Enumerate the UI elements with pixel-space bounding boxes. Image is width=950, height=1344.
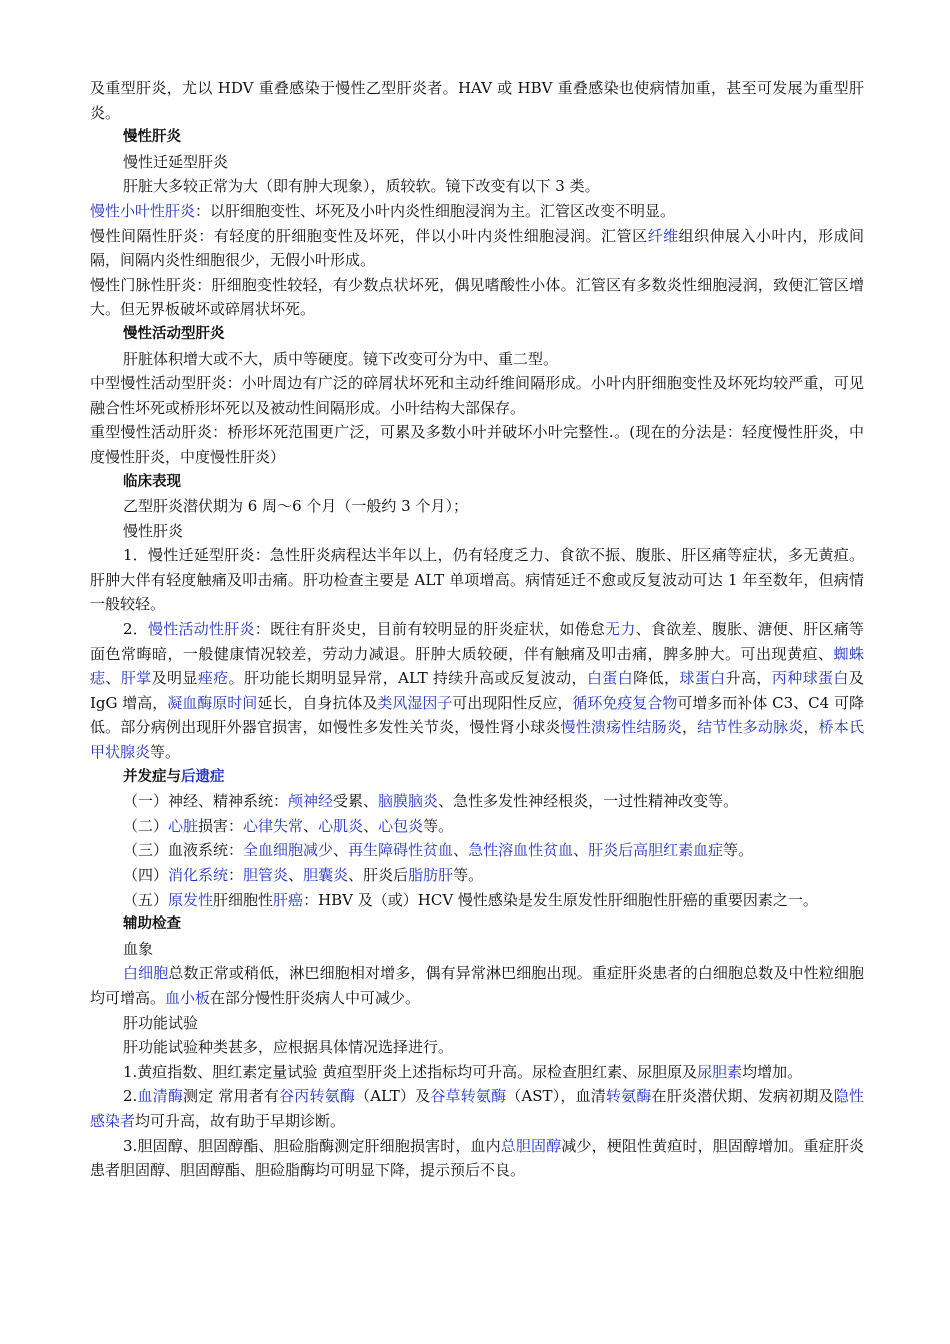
text-run: 、 (105, 669, 121, 688)
text-run: 、 (333, 841, 349, 860)
term-link[interactable]: 脂肪肝 (408, 866, 454, 884)
text-run: 肝功能试验种类甚多，应根据具体情况选择进行。 (123, 1038, 454, 1057)
text-run: 重型慢性活动肝炎：桥形坏死范围更广泛，可累及多数小叶并破坏小叶完整性.。(现在的分法是：轻度慢性肝炎，中度慢性肝炎，中度慢性肝炎） (90, 423, 864, 466)
term-link[interactable]: 慢性活动性肝炎 (148, 620, 255, 639)
body-paragraph (90, 1084, 864, 1133)
term-link[interactable]: 类风湿因子 (377, 693, 453, 712)
term-link[interactable]: 无力 (605, 620, 636, 639)
text-run: 肝功能试验 (123, 1013, 199, 1032)
text-run: ， (681, 718, 698, 737)
text-run: 等。 (150, 743, 181, 762)
text-run: 慢性迁延型肝炎 (123, 152, 229, 171)
term-link[interactable]: 痤疮 (197, 669, 229, 688)
text-run: （ALT）及 (355, 1087, 431, 1106)
term-link[interactable]: 心包炎 (378, 816, 424, 835)
text-run: 组织伸展入小叶内，形成间隔，间隔内炎性细胞很少，无假小叶形成。 (90, 226, 864, 270)
text-run: 2． (123, 620, 149, 639)
term-link[interactable]: 颅神经 (288, 792, 334, 811)
body-paragraph (90, 1134, 864, 1183)
text-run: （AST），血清 (506, 1087, 606, 1106)
text-run: 在部分慢性肝炎病人中可减少。 (210, 988, 421, 1007)
text-run: 、 (573, 841, 589, 860)
text-run: 总数正常或稍低，淋巴细胞相对增多，偶有异常淋巴细胞出现。重症肝炎患者的白细胞总数及中性粒细胞均可增高。 (90, 964, 864, 1007)
term-link[interactable]: 白蛋白 (586, 669, 634, 688)
text-run: （三）血液系统： (123, 841, 244, 860)
text-run: （二） (123, 816, 169, 835)
body-paragraph (90, 937, 864, 962)
text-run: 等。 (453, 866, 484, 884)
term-link[interactable]: 凝血酶原时间 (167, 693, 258, 712)
text-run: 等。 (723, 841, 754, 860)
section-heading (90, 125, 864, 150)
body-paragraph (90, 494, 864, 519)
term-link[interactable]: 肝掌 (120, 669, 152, 688)
text-run: （五） (123, 890, 169, 909)
text-run: 、急性多发性神经根炎，一过性精神改变等。 (438, 792, 739, 811)
term-link[interactable]: 转氨酶 (605, 1087, 652, 1106)
text-run: 均可升高，故有助于早期诊断。 (135, 1111, 346, 1130)
body-paragraph (90, 543, 864, 617)
body-paragraph (90, 814, 864, 839)
term-link[interactable]: 心脏 (168, 816, 199, 835)
body-paragraph (90, 1035, 864, 1060)
text-run: 测定 常用者有 (183, 1087, 280, 1106)
text-run: 、 (303, 816, 319, 835)
text-run: （四） (123, 866, 169, 884)
term-link[interactable]: 谷丙转氨酶 (279, 1087, 356, 1106)
text-run: 及明显 (151, 669, 198, 688)
body-paragraph (90, 273, 864, 322)
term-link[interactable]: 白细胞 (123, 964, 169, 983)
text-run: 1．慢性迁延型肝炎：急性肝炎病程达半年以上，仍有轻度乏力、食欲不振、腹胀、肝区痛等症状，多无黄疸。肝肿大伴有轻度触痛及叩击痛。肝功检查主要是 ALT 单项增高。病情延迁不愈或反复波动可达 1 年至数年，但病情一般较轻。 (90, 546, 864, 614)
body-paragraph (90, 76, 864, 125)
body-paragraph (90, 371, 864, 420)
term-link[interactable]: 再生障碍性贫血 (348, 841, 454, 860)
term-link[interactable]: 急性溶血性贫血 (468, 841, 574, 860)
body-paragraph (90, 789, 864, 814)
term-link[interactable]: 尿胆素 (697, 1062, 743, 1081)
term-link[interactable]: 肝癌 (273, 890, 304, 909)
text-run: 、 (453, 841, 469, 860)
text-run: ：以肝细胞变性、坏死及小叶内炎性细胞浸润为主。汇管区改变不明显。 (195, 201, 676, 220)
text-run: ， (803, 718, 819, 737)
text-run: ：HBV 及（或）HCV 慢性感染是发生原发性肝细胞性肝癌的重要因素之一。 (303, 890, 818, 909)
text-run: 受累、 (333, 792, 379, 811)
text-run: 减少，梗阻性黄疸时，胆固醇增加。重症肝炎患者胆固醇、胆固醇酯、胆硷脂酶均可明显下降，提示预后不良。 (90, 1136, 864, 1180)
body-paragraph (90, 838, 864, 863)
text-run: 等。 (423, 816, 454, 835)
text-run: 慢性肝炎 (123, 521, 184, 540)
text-run: 及 IgG 增高， (90, 669, 864, 712)
text-run: ： (228, 866, 244, 884)
text-run: 乙型肝炎潜伏期为 6 周～6 个月（一般约 3 个月）； (123, 497, 468, 516)
term-link[interactable]: 隐性感染者 (90, 1087, 864, 1130)
body-paragraph (90, 961, 864, 1010)
body-paragraph (90, 1060, 864, 1085)
body-paragraph (90, 150, 864, 175)
term-link[interactable]: 血小板 (165, 988, 211, 1007)
body-paragraph (90, 617, 864, 765)
text-run: 慢性肝炎 (123, 129, 181, 146)
section-heading (90, 765, 864, 790)
term-link[interactable]: 心律失常 (243, 816, 304, 835)
text-run: 3.胆固醇、胆固醇酯、胆硷脂酶测定肝细胞损害时，血内 (123, 1136, 501, 1155)
text-run: 、 (288, 866, 304, 884)
term-link[interactable]: 血清酶 (137, 1087, 184, 1106)
text-run: 肝脏体积增大或不大，质中等硬度。镜下改变可分为中、重二型。 (123, 349, 559, 368)
term-link[interactable]: 球蛋白 (679, 669, 726, 688)
body-paragraph (90, 863, 864, 888)
term-link[interactable]: 胆囊炎 (303, 866, 349, 884)
text-run: 、食欲差、腹胀、溏便、肝区痛等面色常晦暗，一般健康情况较差，劳动力减退。肝肿大质较硬，伴有触痛及叩击痛，脾多肿大。可出现黄疸、 (90, 620, 864, 663)
body-paragraph (90, 199, 864, 224)
section-heading (90, 470, 864, 495)
body-paragraph (90, 174, 864, 199)
text-run: 可增多而补体 C3、C4 可降低。部分病例出现肝外器官损害，如慢性多发性关节炎，慢性肾小球炎 (90, 693, 864, 737)
term-link[interactable]: 谷草转氨酶 (430, 1087, 507, 1106)
body-paragraph (90, 224, 864, 273)
term-link[interactable]: 丙种球蛋白 (771, 669, 849, 688)
text-run: （一）神经、精神系统： (123, 792, 289, 811)
term-link[interactable]: 蜘蛛痣 (90, 644, 864, 688)
text-run: 慢性门脉性肝炎：肝细胞变性较轻，有少数点状坏死，偶见嗜酸性小体。汇管区有多数炎性细胞浸润，致便汇管区增大。但无界板破坏或碎屑状坏死。 (90, 275, 864, 319)
text-run: 慢性间隔性肝炎：有轻度的肝细胞变性及坏死，伴以小叶内炎性细胞浸润。汇管区 (90, 226, 648, 245)
term-link[interactable]: 全血细胞减少 (243, 841, 334, 860)
text-run: 2. (123, 1087, 138, 1106)
text-run: ：既往有肝炎史，目前有较明显的肝炎症状，如倦怠 (254, 620, 606, 639)
text-run: 肝脏大多较正常为大（即有肿大现象），质较软。镜下改变有以下 3 类。 (123, 177, 600, 196)
text-run: 损害： (198, 816, 244, 835)
body-paragraph (90, 420, 864, 469)
body-paragraph (90, 1011, 864, 1036)
term-link[interactable]: 胆管炎 (243, 866, 289, 884)
body-paragraph (90, 888, 864, 913)
text-run: 升高， (725, 669, 772, 688)
body-paragraph (90, 519, 864, 544)
section-heading (90, 322, 864, 347)
text-run: 及重型肝炎，尤以 HDV 重叠感染于慢性乙型肝炎者。HAV 或 HBV 重叠感染也使病情加重，甚至可发展为重型肝炎。 (90, 79, 864, 122)
term-link[interactable]: 消化系统 (168, 866, 229, 884)
term-link[interactable]: 纤维 (647, 226, 679, 245)
text-run: 可出现阳性反应， (452, 693, 573, 712)
text-run: 慢性活动型肝炎 (123, 325, 225, 342)
text-run: 肝细胞性 (213, 890, 274, 909)
term-link[interactable]: 结节性多动脉炎 (697, 718, 804, 737)
text-run: 降低， (633, 669, 680, 688)
section-heading (90, 912, 864, 937)
text-run: 1.黄疸指数、胆红素定量试验 黄疸型肝炎上述指标均可升高。尿检查胆红素、尿胆原及 (123, 1062, 698, 1081)
text-run: 血象 (123, 939, 154, 958)
text-run: 均增加。 (742, 1062, 803, 1081)
text-run: 中型慢性活动型肝炎：小叶周边有广泛的碎屑状坏死和主动纤维间隔形成。小叶内肝细胞变性及坏死均较严重，可见融合性坏死或桥形坏死以及被动性间隔形成。小叶结构大部保存。 (90, 374, 864, 417)
text-run: 临床表现 (123, 473, 181, 490)
term-link[interactable]: 桥本氏甲状腺炎 (90, 718, 864, 762)
term-link[interactable]: 慢性小叶性肝炎 (90, 201, 196, 220)
text-run: 辅助检查 (123, 916, 181, 933)
term-link[interactable]: 慢性溃疡性结肠炎 (560, 718, 682, 737)
term-link[interactable]: 肝炎后高胆红素血症 (588, 841, 724, 860)
term-link[interactable]: 原发性 (168, 890, 214, 909)
term-link[interactable]: 总胆固醇 (500, 1136, 562, 1155)
term-link[interactable]: 循环免疫复合物 (572, 693, 678, 712)
text-run: 。肝功能长期明显异常，ALT 持续升高或反复波动， (228, 669, 587, 688)
term-link[interactable]: 脑膜脑炎 (378, 792, 439, 811)
text-run: 延长，自身抗体及 (257, 693, 378, 712)
text-run: 、肝炎后 (348, 866, 409, 884)
term-link[interactable]: 后遗症 (181, 768, 225, 785)
text-run: 在肝炎潜伏期、发病初期及 (651, 1087, 834, 1106)
body-paragraph (90, 347, 864, 372)
text-run: 、 (363, 816, 379, 835)
term-link[interactable]: 心肌炎 (318, 816, 364, 835)
text-run: 并发症与 (123, 768, 181, 785)
